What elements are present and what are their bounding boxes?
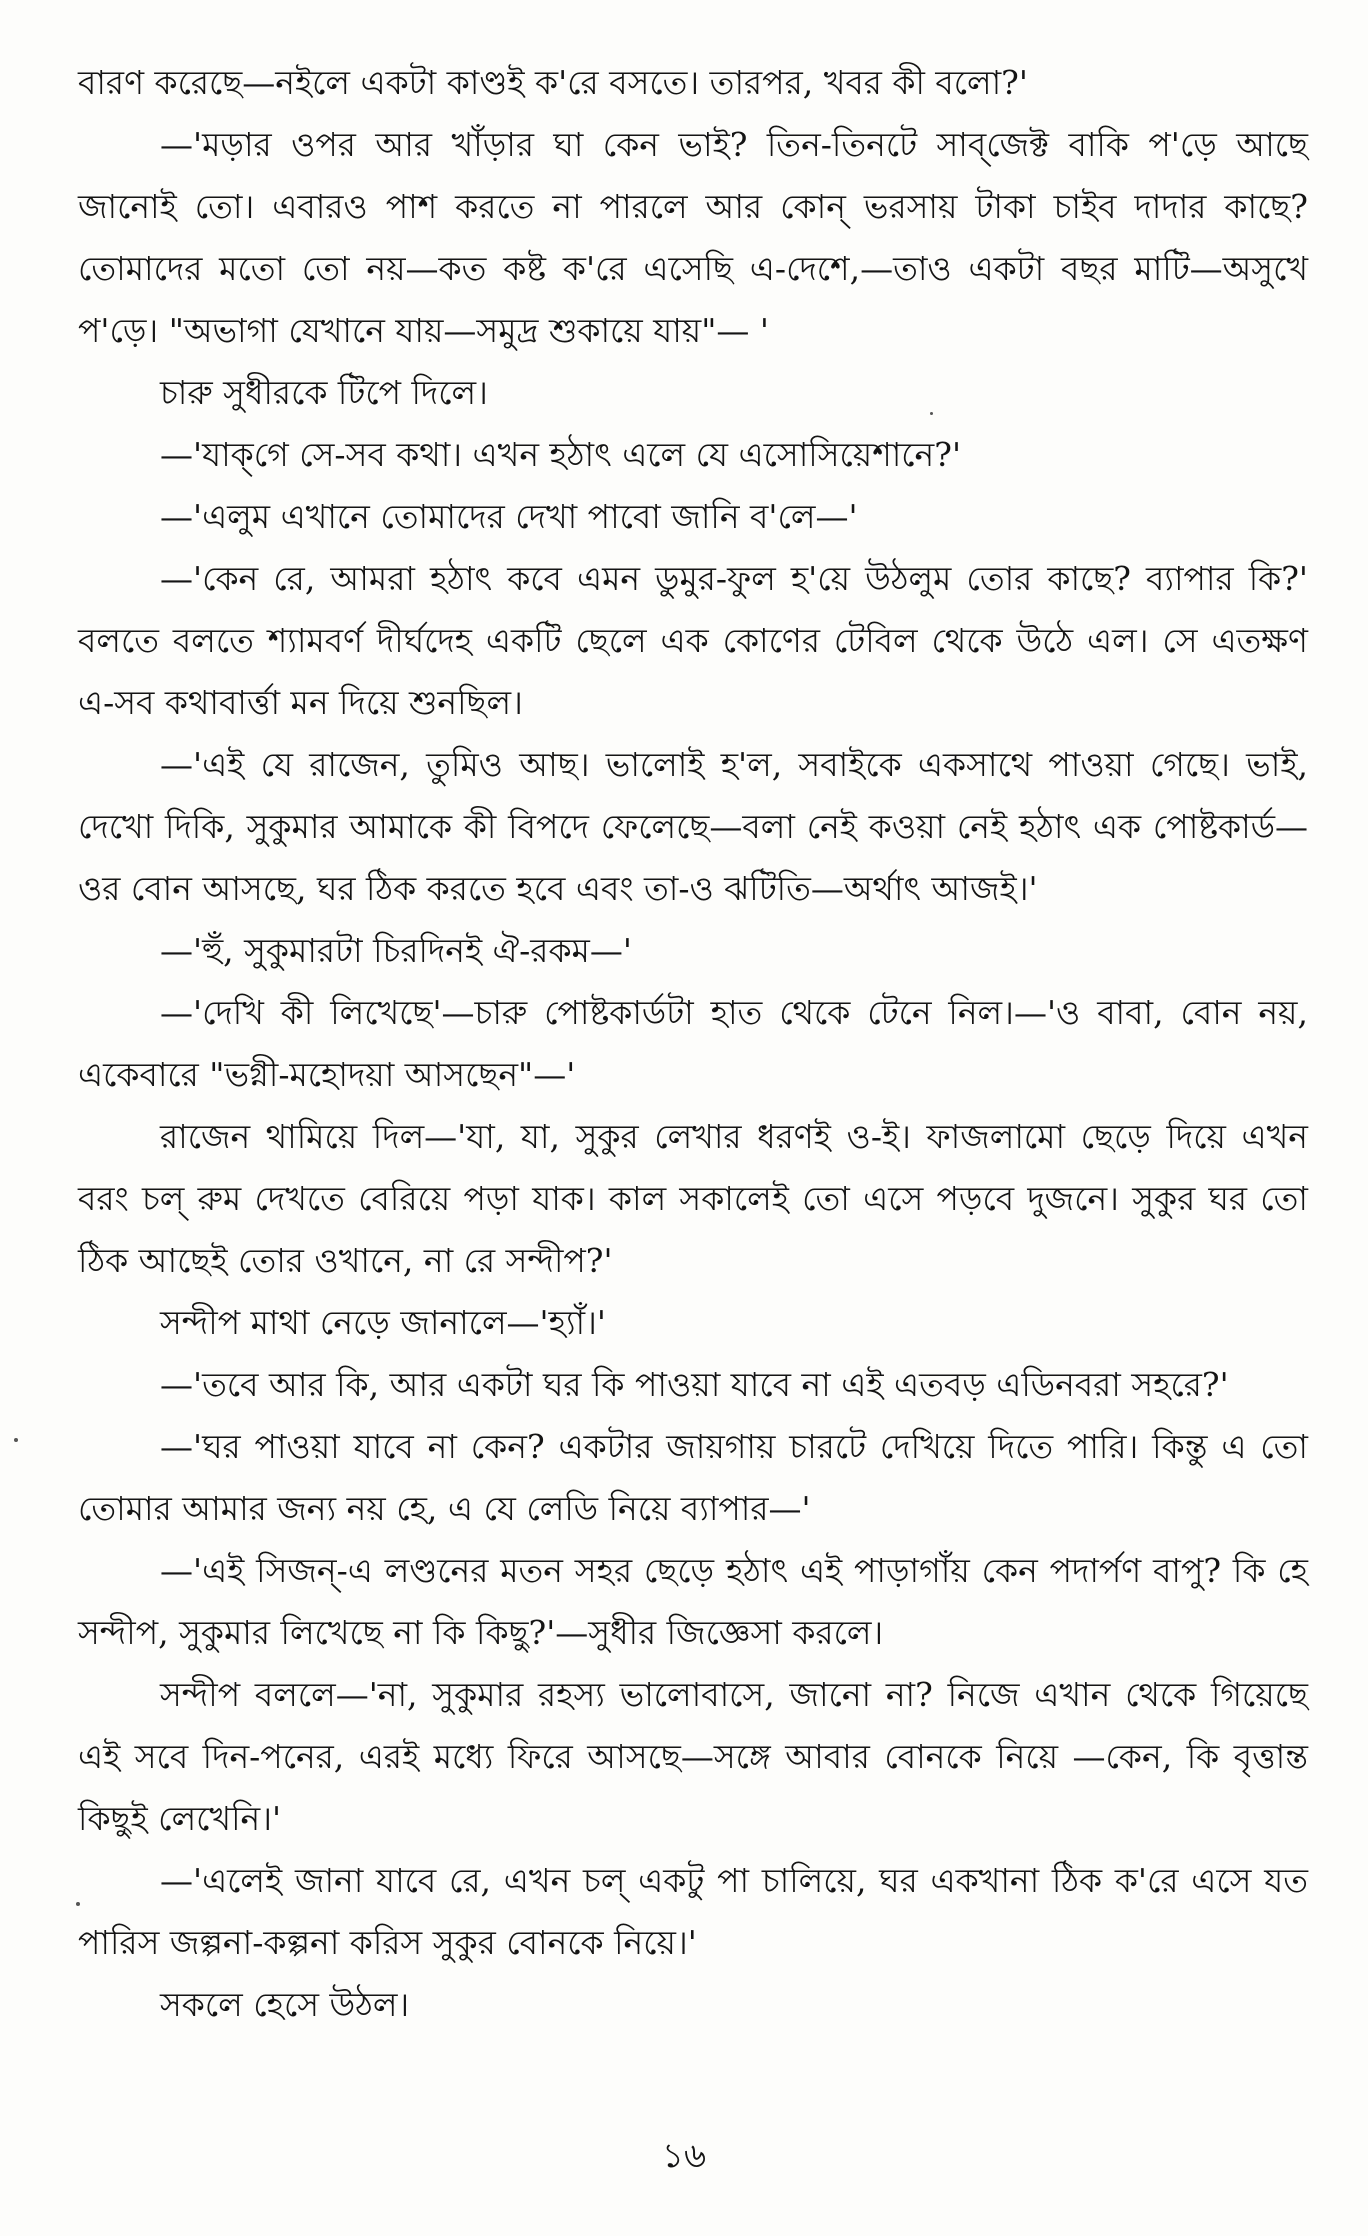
- paragraph-6: —'কেন রে, আমরা হঠাৎ কবে এমন ডুমুর-ফুল হ'য়ে উঠলুম তোর কাছে? ব্যাপার কি?' বলতে বলতে শ্যামবর্ণ দীর্ঘদেহ একটি ছেলে এক কোণের টেবিল থেকে উঠে এল। সে এতক্ষণ এ-সব কথাবার্ত্তা মন দিয়ে শুনছিল।: [78, 559, 1308, 722]
- print-speck: [14, 1438, 18, 1442]
- paragraph-12: —'তবে আর কি, আর একটা ঘর কি পাওয়া যাবে না এই এতবড় এডিনবরা সহরে?': [160, 1365, 1229, 1404]
- paragraph-7: —'এই যে রাজেন, তুমিও আছ। ভালোই হ'ল, সবাইকে একসাথে পাওয়া গেছে। ভাই, দেখো দিকি, সুকুমার আমাকে কী বিপদে ফেলেছে—বলা নেই কওয়া নেই হঠাৎ এক পোষ্টকার্ড—ওর বোন আসছে, ঘর ঠিক করতে হবে এবং তা-ও ঝটিতি—অর্থাৎ আজই।': [78, 745, 1308, 908]
- paragraph-2: —'মড়ার ওপর আর খাঁড়ার ঘা কেন ভাই? তিন-তিনটে সাব্‌জেক্ট বাকি প'ড়ে আছে জানোই তো। এবারও পাশ করতে না পারলে আর কোন্ ভরসায় টাকা চাইব দাদার কাছে? তোমাদের মতো তো নয়—কত কষ্ট ক'রে এসেছি এ-দেশে,—তাও একটা বছর মাটি—অসুখে প'ড়ে। "অভাগা যেখানে যায়—সমুদ্র শুকায়ে যায়"— ': [78, 125, 1308, 350]
- page-body-text: [78, 52, 1308, 2036]
- paragraph-4: —'যাক্‌গে সে-সব কথা। এখন হঠাৎ এলে যে এসোসিয়েশানে?': [160, 435, 962, 474]
- paragraph-3: চারু সুধীরকে টিপে দিলে।: [160, 373, 488, 412]
- paragraph-8: —'হুঁ, সুকুমারটা চিরদিনই ঐ-রকম—': [160, 931, 632, 970]
- print-speck: [930, 412, 933, 415]
- paragraph-14: —'এই সিজন্-এ লণ্ডনের মতন সহর ছেড়ে হঠাৎ এই পাড়াগাঁয় কেন পদার্পণ বাপু? কি হে সন্দীপ, সুকুমার লিখেছে না কি কিছু?'—সুধীর জিজ্ঞেসা করলে।: [78, 1551, 1308, 1652]
- paragraph-17: সকলে হেসে উঠল।: [160, 1985, 410, 2024]
- paragraph-5: —'এলুম এখানে তোমাদের দেখা পাবো জানি ব'লে—': [160, 497, 858, 536]
- paragraph-16: —'এলেই জানা যাবে রে, এখন চল্ একটু পা চালিয়ে, ঘর একখানা ঠিক ক'রে এসে যত পারিস জল্পনা-কল্পনা করিস সুকুর বোনকে নিয়ে।': [78, 1861, 1308, 1962]
- paragraph-11: সন্দীপ মাথা নেড়ে জানালে—'হ্যাঁ।': [160, 1303, 606, 1342]
- paragraph-1: বারণ করেছে—নইলে একটা কাণ্ডই ক'রে বসতে। তারপর, খবর কী বলো?': [78, 63, 1028, 102]
- page-number: ১৬: [661, 2136, 707, 2176]
- paragraph-10: রাজেন থামিয়ে দিল—'যা, যা, সুকুর লেখার ধরণই ও-ই। ফাজলামো ছেড়ে দিয়ে এখন বরং চল্ রুম দেখতে বেরিয়ে পড়া যাক। কাল সকালেই তো এসে পড়বে দুজনে। সুকুর ঘর তো ঠিক আছেই তোর ওখানে, না রে সন্দীপ?': [78, 1117, 1308, 1280]
- paragraph-13: —'ঘর পাওয়া যাবে না কেন? একটার জায়গায় চারটে দেখিয়ে দিতে পারি। কিন্তু এ তো তোমার আমার জন্য নয় হে, এ যে লেডি নিয়ে ব্যাপার—': [78, 1427, 1308, 1528]
- paragraph-15: সন্দীপ বললে—'না, সুকুমার রহস্য ভালোবাসে, জানো না? নিজে এখান থেকে গিয়েছে এই সবে দিন-পনের, এরই মধ্যে ফিরে আসছে—সঙ্গে আবার বোনকে নিয়ে —কেন, কি বৃত্তান্ত কিছুই লেখেনি।': [78, 1675, 1308, 1838]
- print-speck: [76, 1902, 80, 1906]
- paragraph-9: —'দেখি কী লিখেছে'—চারু পোষ্টকার্ডটা হাত থেকে টেনে নিল।—'ও বাবা, বোন নয়, একেবারে "ভগ্নী-মহোদয়া আসছেন"—': [78, 993, 1308, 1094]
